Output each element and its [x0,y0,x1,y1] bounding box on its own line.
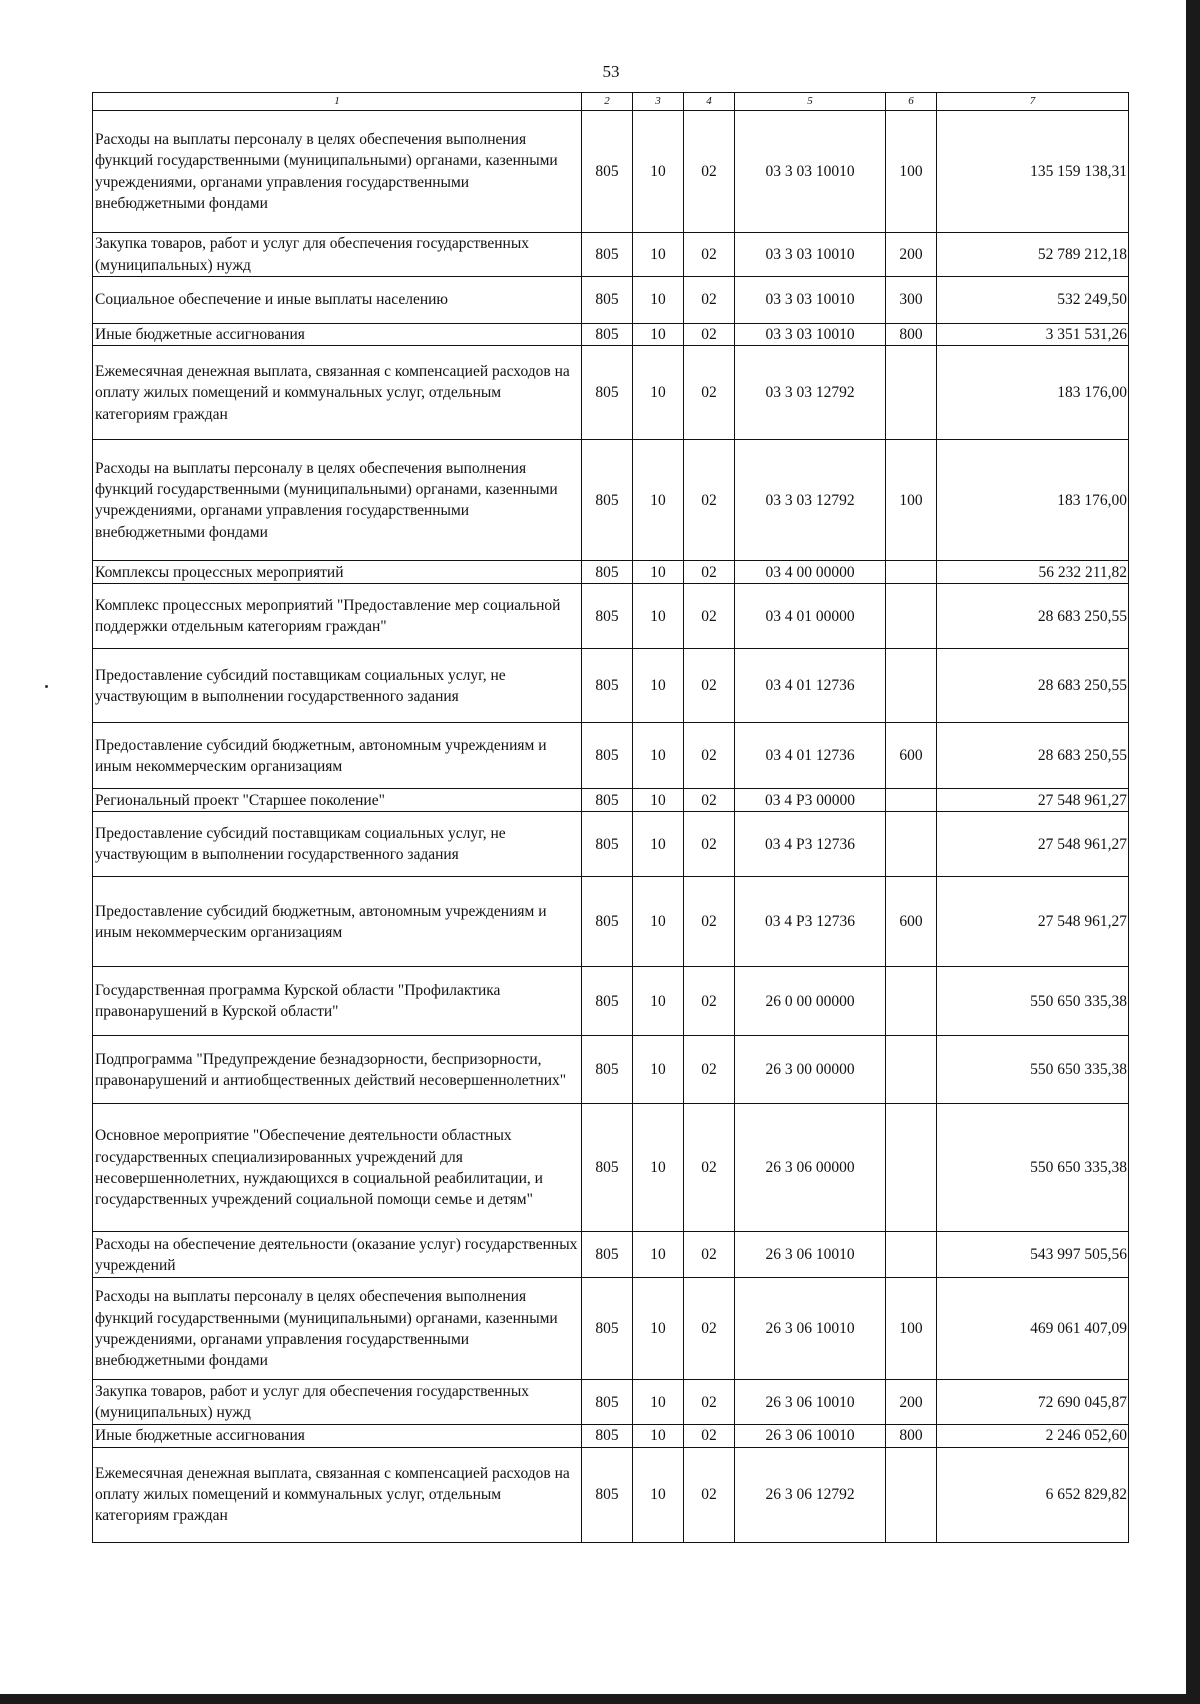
row-section: 10 [633,324,684,346]
row-name: Ежемесячная денежная выплата, связанная с компенсацией расходов на оплату жилых помещений и коммунальных услуг, отдельным категориям граждан [93,346,582,440]
row-ministry: 805 [582,812,633,877]
row-ministry: 805 [582,561,633,584]
row-section: 10 [633,584,684,649]
col-header-name: 1 [93,93,582,111]
row-ministry: 805 [582,1425,633,1447]
table-row [93,324,1129,346]
row-target-code: 26 0 00 00000 [735,967,886,1036]
table-row [93,1278,1129,1380]
row-name: Иные бюджетные ассигнования [93,324,582,346]
row-expense-type [886,584,937,649]
row-subsection: 02 [684,1278,735,1380]
row-subsection: 02 [684,1380,735,1425]
row-amount: 543 997 505,56 [937,1232,1129,1278]
table-row [93,561,1129,584]
row-section: 10 [633,233,684,277]
row-subsection: 02 [684,723,735,789]
row-amount: 72 690 045,87 [937,1380,1129,1425]
col-header-subsection: 4 [684,93,735,111]
row-ministry: 805 [582,789,633,812]
page-number: 53 [602,62,620,81]
row-section: 10 [633,1104,684,1232]
row-section: 10 [633,111,684,233]
scan-speck [45,685,48,688]
row-target-code: 03 4 P3 12736 [735,812,886,877]
row-name: Комплекс процессных мероприятий "Предоставление мер социальной поддержки отдельным категориям граждан" [93,584,582,649]
row-name: Социальное обеспечение и иные выплаты населению [93,277,582,324]
budget-table [92,92,1129,1543]
row-amount: 550 650 335,38 [937,967,1129,1036]
row-target-code: 03 3 03 12792 [735,440,886,561]
row-subsection: 02 [684,561,735,584]
scan-edge-bottom [0,1694,1200,1704]
row-amount: 27 548 961,27 [937,877,1129,967]
table-row [93,1380,1129,1425]
col-header-target: 5 [735,93,886,111]
row-amount: 56 232 211,82 [937,561,1129,584]
row-subsection: 02 [684,440,735,561]
table-row [93,1104,1129,1232]
row-expense-type: 300 [886,277,937,324]
row-name: Предоставление субсидий поставщикам социальных услуг, не участвующим в выполнении государственного задания [93,812,582,877]
row-section: 10 [633,649,684,723]
row-expense-type [886,967,937,1036]
table-row [93,1447,1129,1542]
table-row [93,812,1129,877]
row-section: 10 [633,812,684,877]
row-ministry: 805 [582,1232,633,1278]
row-amount: 550 650 335,38 [937,1036,1129,1104]
row-target-code: 03 4 01 12736 [735,649,886,723]
row-ministry: 805 [582,877,633,967]
row-amount: 52 789 212,18 [937,233,1129,277]
row-section: 10 [633,440,684,561]
row-expense-type [886,1104,937,1232]
row-name: Ежемесячная денежная выплата, связанная с компенсацией расходов на оплату жилых помещений и коммунальных услуг, отдельным категориям граждан [93,1447,582,1542]
row-target-code: 26 3 06 10010 [735,1278,886,1380]
row-amount: 6 652 829,82 [937,1447,1129,1542]
row-ministry: 805 [582,723,633,789]
row-subsection: 02 [684,967,735,1036]
row-section: 10 [633,1380,684,1425]
row-name: Иные бюджетные ассигнования [93,1425,582,1447]
row-expense-type [886,561,937,584]
row-amount: 27 548 961,27 [937,812,1129,877]
table-row [93,277,1129,324]
row-target-code: 03 4 01 12736 [735,723,886,789]
row-ministry: 805 [582,584,633,649]
row-expense-type: 200 [886,1380,937,1425]
row-subsection: 02 [684,649,735,723]
row-section: 10 [633,1036,684,1104]
row-expense-type: 100 [886,440,937,561]
row-target-code: 03 3 03 12792 [735,346,886,440]
row-section: 10 [633,346,684,440]
row-target-code: 26 3 06 10010 [735,1425,886,1447]
row-ministry: 805 [582,1104,633,1232]
row-name: Расходы на выплаты персоналу в целях обеспечения выполнения функций государственными (муниципальными) органами, казенными учреждениями, органами управления государственными внебюджетными фондами [93,440,582,561]
row-subsection: 02 [684,324,735,346]
row-name: Закупка товаров, работ и услуг для обеспечения государственных (муниципальных) нужд [93,1380,582,1425]
row-expense-type: 600 [886,723,937,789]
row-amount: 3 351 531,26 [937,324,1129,346]
table-row [93,1036,1129,1104]
row-ministry: 805 [582,233,633,277]
row-target-code: 03 4 P3 00000 [735,789,886,812]
row-expense-type: 100 [886,111,937,233]
row-name: Предоставление субсидий поставщикам социальных услуг, не участвующим в выполнении государственного задания [93,649,582,723]
table-row [93,440,1129,561]
table-row [93,723,1129,789]
row-amount: 28 683 250,55 [937,723,1129,789]
row-amount: 532 249,50 [937,277,1129,324]
row-section: 10 [633,561,684,584]
row-expense-type [886,649,937,723]
row-subsection: 02 [684,233,735,277]
table-row [93,789,1129,812]
row-section: 10 [633,277,684,324]
row-target-code: 26 3 00 00000 [735,1036,886,1104]
row-ministry: 805 [582,346,633,440]
row-name: Комплексы процессных мероприятий [93,561,582,584]
row-ministry: 805 [582,1447,633,1542]
row-name: Закупка товаров, работ и услуг для обеспечения государственных (муниципальных) нужд [93,233,582,277]
row-target-code: 03 3 03 10010 [735,233,886,277]
row-amount: 183 176,00 [937,346,1129,440]
row-ministry: 805 [582,967,633,1036]
row-section: 10 [633,877,684,967]
row-ministry: 805 [582,649,633,723]
row-name: Расходы на выплаты персоналу в целях обеспечения выполнения функций государственными (муниципальными) органами, казенными учреждениями, органами управления государственными внебюджетными фондами [93,111,582,233]
row-ministry: 805 [582,1278,633,1380]
table-row [93,877,1129,967]
col-header-expense-type: 6 [886,93,937,111]
row-subsection: 02 [684,877,735,967]
row-amount: 550 650 335,38 [937,1104,1129,1232]
row-target-code: 03 4 P3 12736 [735,877,886,967]
row-subsection: 02 [684,584,735,649]
row-target-code: 03 3 03 10010 [735,324,886,346]
row-section: 10 [633,789,684,812]
table-row [93,111,1129,233]
row-subsection: 02 [684,1447,735,1542]
row-target-code: 26 3 06 10010 [735,1232,886,1278]
row-ministry: 805 [582,324,633,346]
row-ministry: 805 [582,440,633,561]
row-amount: 28 683 250,55 [937,649,1129,723]
row-expense-type [886,1232,937,1278]
col-header-amount: 7 [937,93,1129,111]
row-amount: 28 683 250,55 [937,584,1129,649]
row-target-code: 26 3 06 10010 [735,1380,886,1425]
row-target-code: 03 4 01 00000 [735,584,886,649]
row-name: Основное мероприятие "Обеспечение деятельности областных государственных специализированных учреждений для несовершеннолетних, нуждающихся в социальной реабилитации, и государственных учреждений социальной помощи семье и детям" [93,1104,582,1232]
row-expense-type [886,1036,937,1104]
row-name: Государственная программа Курской области "Профилактика правонарушений в Курской области" [93,967,582,1036]
row-name: Предоставление субсидий бюджетным, автономным учреждениям и иным некоммерческим организациям [93,877,582,967]
row-subsection: 02 [684,1104,735,1232]
row-subsection: 02 [684,346,735,440]
col-header-ministry: 2 [582,93,633,111]
row-target-code: 26 3 06 12792 [735,1447,886,1542]
row-subsection: 02 [684,1425,735,1447]
row-ministry: 805 [582,277,633,324]
row-section: 10 [633,1425,684,1447]
row-name: Расходы на обеспечение деятельности (оказание услуг) государственных учреждений [93,1232,582,1278]
row-ministry: 805 [582,1036,633,1104]
table-row [93,1425,1129,1447]
table-row [93,649,1129,723]
col-header-section: 3 [633,93,684,111]
row-subsection: 02 [684,789,735,812]
row-expense-type: 600 [886,877,937,967]
row-name: Предоставление субсидий бюджетным, автономным учреждениям и иным некоммерческим организациям [93,723,582,789]
row-expense-type: 800 [886,1425,937,1447]
row-name: Подпрограмма "Предупреждение безнадзорности, беспризорности, правонарушений и антиобщественных действий несовершеннолетних" [93,1036,582,1104]
table-row [93,1232,1129,1278]
table-row [93,233,1129,277]
row-amount: 469 061 407,09 [937,1278,1129,1380]
row-target-code: 03 3 03 10010 [735,277,886,324]
row-ministry: 805 [582,1380,633,1425]
table-row [93,967,1129,1036]
row-target-code: 03 4 00 00000 [735,561,886,584]
row-section: 10 [633,723,684,789]
row-expense-type [886,789,937,812]
row-subsection: 02 [684,1232,735,1278]
row-name: Расходы на выплаты персоналу в целях обеспечения выполнения функций государственными (муниципальными) органами, казенными учреждениями, органами управления государственными внебюджетными фондами [93,1278,582,1380]
row-section: 10 [633,1278,684,1380]
row-expense-type: 800 [886,324,937,346]
table-row [93,346,1129,440]
row-subsection: 02 [684,812,735,877]
row-expense-type: 200 [886,233,937,277]
scan-edge-right [1186,0,1200,1704]
row-amount: 135 159 138,31 [937,111,1129,233]
row-ministry: 805 [582,111,633,233]
row-section: 10 [633,1447,684,1542]
row-expense-type: 100 [886,1278,937,1380]
header-row [93,93,1129,111]
row-amount: 27 548 961,27 [937,789,1129,812]
row-section: 10 [633,1232,684,1278]
table-row [93,584,1129,649]
row-target-code: 26 3 06 00000 [735,1104,886,1232]
row-section: 10 [633,967,684,1036]
row-name: Региональный проект "Старшее поколение" [93,789,582,812]
row-expense-type [886,812,937,877]
row-amount: 183 176,00 [937,440,1129,561]
row-subsection: 02 [684,277,735,324]
row-subsection: 02 [684,1036,735,1104]
row-subsection: 02 [684,111,735,233]
row-expense-type [886,346,937,440]
row-target-code: 03 3 03 10010 [735,111,886,233]
row-amount: 2 246 052,60 [937,1425,1129,1447]
row-expense-type [886,1447,937,1542]
